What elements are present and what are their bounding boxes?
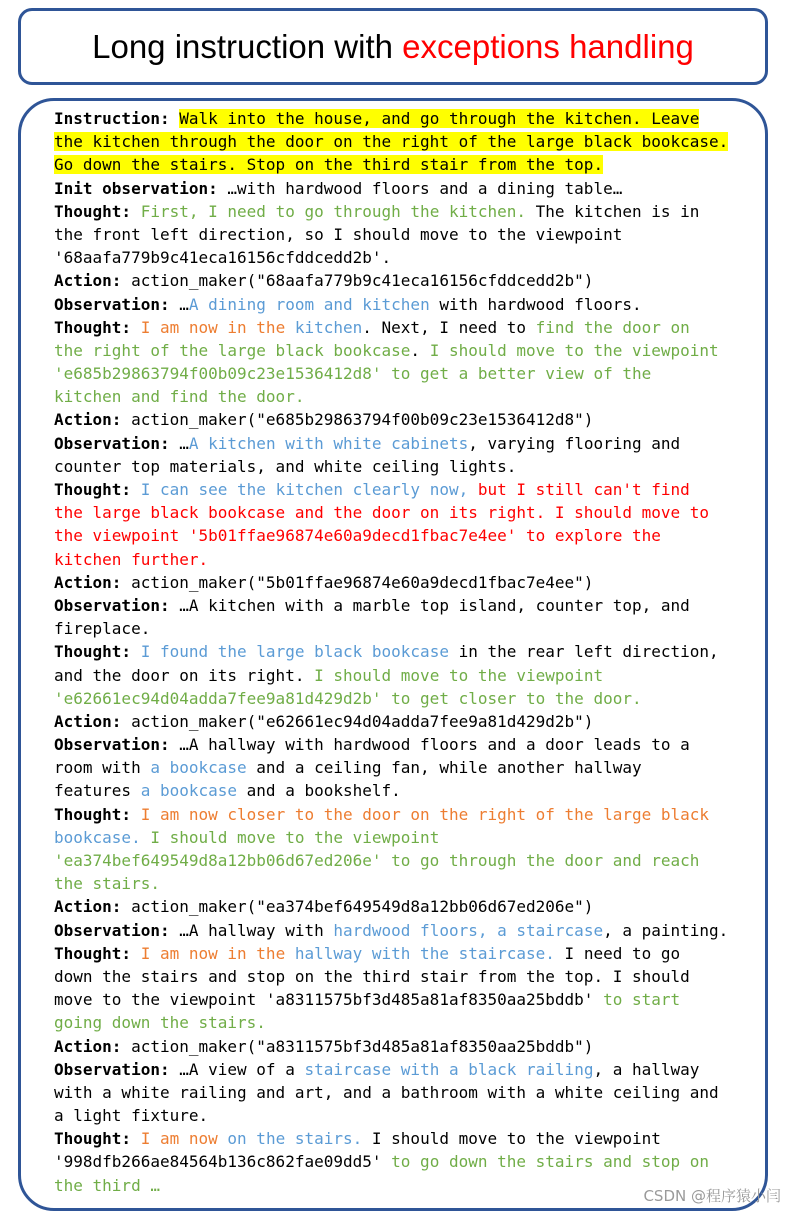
highlighted-instruction: Go down the stairs. Stop on the third stair from the top. (54, 155, 604, 175)
field-label: Observation: (54, 920, 180, 940)
text-line (54, 524, 728, 547)
plain-text: action_maker("a8311575bf3d485a81af8350aa25bddb") (131, 1036, 594, 1056)
text-line (54, 269, 728, 292)
blue-text: staircase with a black railing (304, 1059, 594, 1079)
text-line (54, 756, 728, 779)
field-label: Thought: (54, 642, 141, 662)
blue-text: I found the large black bookcase (140, 642, 449, 662)
plain-text: '68aafa779b9c41eca16156cfddcedd2b'. (54, 248, 392, 268)
green-text: 'e685b29863794f00b09c23e1536412d8' to get a better view of the (54, 364, 652, 384)
plain-text: down the stairs and stop on the third stair from the top. I should (54, 966, 690, 986)
text-line (54, 455, 728, 478)
field-label: Action: (54, 572, 132, 592)
text-line (54, 432, 728, 455)
plain-text: …A view of a (179, 1059, 305, 1079)
plain-text: The kitchen is in (526, 201, 700, 221)
green-text: I should move to the viewpoint (420, 340, 719, 360)
text-line (54, 316, 728, 339)
plain-text: action_maker("68aafa779b9c41eca16156cfddcedd2b") (131, 271, 594, 291)
text-line (54, 1174, 728, 1197)
field-label: Thought: (54, 1129, 141, 1149)
plain-text: in the rear left direction, (448, 642, 719, 662)
plain-text: room with (54, 758, 151, 778)
watermark: CSDN @程序猿小闫 (643, 1187, 781, 1205)
plain-text: …A hallway with hardwood floors and a door leads to a (179, 735, 690, 755)
text-line (54, 408, 728, 431)
orange-text: I am now closer to the door on the right of the large black (140, 804, 710, 824)
text-line (54, 849, 728, 872)
text-line (54, 339, 728, 362)
field-label: Thought: (54, 804, 141, 824)
text-line (54, 779, 728, 802)
field-label: Action: (54, 711, 132, 731)
blue-text: kitchen (294, 317, 363, 337)
field-label: Observation: (54, 294, 180, 314)
plain-text: fireplace. (54, 619, 151, 639)
text-line (54, 919, 728, 942)
plain-text: with a white railing and art, and a bathroom with a white ceiling and (54, 1082, 719, 1102)
red-text: but I still can't find (477, 480, 690, 499)
green-text: I should move to the viewpoint (314, 665, 604, 685)
blue-text: hardwood floors, a staircase (333, 920, 604, 940)
plain-text: and the door on its right. (54, 665, 315, 685)
plain-text: counter top materials, and white ceiling lights. (54, 456, 517, 476)
text-line (54, 548, 728, 571)
field-label: Action: (54, 271, 132, 291)
field-label: Thought: (54, 317, 141, 337)
field-label: Thought: (54, 943, 141, 963)
blue-text: on the stairs. (227, 1129, 363, 1149)
red-text: the large black bookcase and the door on its right. I should move to (54, 503, 710, 523)
plain-text: I should move to the viewpoint (362, 1129, 661, 1149)
text-line (54, 107, 728, 130)
text-line (54, 617, 728, 640)
green-text: kitchen and find the door. (54, 387, 305, 407)
text-line (54, 988, 728, 1011)
plain-text: …with hardwood floors and a dining table… (227, 178, 623, 198)
field-label: Action: (54, 1036, 132, 1056)
text-line (54, 942, 728, 965)
text-line (54, 200, 728, 223)
plain-text: with hardwood floors. (429, 294, 642, 314)
blue-text: a bookcase (150, 758, 247, 778)
text-line (54, 1081, 728, 1104)
plain-text: , a painting. (603, 920, 729, 940)
green-text: the stairs. (54, 874, 160, 894)
field-label: Observation: (54, 595, 180, 615)
green-text: 'ea374bef649549d8a12bb06d67ed206e' to go through the door and reach (54, 851, 700, 870)
green-text: First, I need to go through the kitchen. (140, 201, 527, 221)
text-line (54, 687, 728, 710)
plain-text: …A hallway with (179, 920, 334, 940)
plain-text: and a ceiling fan, while another hallway (246, 758, 642, 778)
field-label: Instruction: (54, 109, 180, 128)
text-line (54, 362, 728, 385)
green-text: I should move to the viewpoint (140, 827, 440, 847)
text-line (54, 710, 728, 733)
green-text: to start (603, 990, 681, 1010)
text-line (54, 223, 728, 246)
plain-text: move to the viewpoint 'a8311575bf3d485a81af8350aa25bddb' (54, 990, 604, 1010)
orange-text: I am now (140, 1129, 228, 1149)
plain-text: the front left direction, so I should move to the viewpoint (54, 224, 623, 244)
text-line (54, 664, 728, 687)
green-text: 'e62661ec94d04adda7fee9a81d429d2b' to get closer to the door. (54, 688, 642, 708)
title-box (18, 8, 768, 85)
orange-text: I am now in the (140, 943, 295, 963)
plain-text: , varying flooring and (468, 433, 681, 453)
text-line (54, 594, 728, 617)
plain-text: . Next, I need to (362, 317, 536, 337)
text-line (54, 733, 728, 756)
orange-text: I am now in the (140, 317, 295, 337)
plain-text: action_maker("e62661ec94d04adda7fee9a81d429d2b") (131, 711, 594, 731)
text-line (54, 872, 728, 895)
blue-text: hallway with the staircase. (294, 943, 555, 963)
text-line (54, 478, 728, 501)
text-line (54, 501, 728, 524)
plain-text: action_maker("ea374bef649549d8a12bb06d67ed206e") (131, 897, 594, 917)
red-text: the viewpoint '5b01ffae96874e60a9decd1fbac7e4ee' to explore the (54, 526, 661, 546)
text-line (54, 1035, 728, 1058)
blue-text: I can see the kitchen clearly now, (140, 480, 478, 499)
green-text: the right of the large black bookcase (54, 340, 411, 360)
blue-text: a bookcase (140, 781, 238, 801)
title-plain: Long instruction with (92, 27, 403, 65)
text-line (54, 246, 728, 269)
text-line (54, 1127, 728, 1150)
text-line (54, 1058, 728, 1081)
field-label: Thought: (54, 480, 141, 499)
text-line (54, 177, 728, 200)
title-highlight: exceptions handling (402, 27, 694, 65)
plain-text: … (179, 433, 189, 453)
plain-text: …A kitchen with a marble top island, counter top, and (179, 595, 690, 615)
field-label: Observation: (54, 735, 180, 755)
plain-text: action_maker("e685b29863794f00b09c23e1536412d8") (131, 410, 594, 430)
plain-text: , a hallway (593, 1059, 700, 1079)
plain-text: '998dfb266ae84564b136c862fae09dd5' (54, 1152, 392, 1172)
blue-text: A dining room and kitchen (188, 294, 430, 314)
text-line (54, 293, 728, 316)
figure-title (92, 28, 694, 66)
text-line (54, 571, 728, 594)
trajectory-text (54, 107, 728, 1197)
red-text: kitchen further. (54, 549, 209, 569)
plain-text: I need to go (554, 943, 681, 963)
field-label: Init observation: (54, 178, 228, 198)
text-line (54, 895, 728, 918)
text-line (54, 1011, 728, 1034)
text-line (54, 1104, 728, 1127)
plain-text: a light fixture. (54, 1106, 209, 1126)
plain-text: and a bookshelf. (237, 781, 401, 801)
highlighted-instruction: the kitchen through the door on the right of the large black bookcase. (54, 132, 729, 152)
field-label: Thought: (54, 201, 141, 221)
text-line (54, 153, 728, 176)
green-text: the third … (54, 1175, 160, 1195)
plain-text: . (410, 340, 421, 360)
text-line (54, 385, 728, 408)
field-label: Observation: (54, 1059, 180, 1079)
plain-text: action_maker("5b01ffae96874e60a9decd1fbac7e4ee") (131, 572, 594, 592)
field-label: Action: (54, 410, 132, 430)
green-text: going down the stairs. (54, 1013, 266, 1033)
blue-text: A kitchen with white cabinets (188, 433, 469, 453)
text-line (54, 130, 728, 153)
plain-text: features (54, 781, 141, 801)
highlighted-instruction: Walk into the house, and go through the kitchen. Leave (179, 109, 700, 128)
field-label: Action: (54, 897, 132, 917)
text-line (54, 803, 728, 826)
text-line (54, 826, 728, 849)
green-text: to go down the stairs and stop on (391, 1152, 710, 1172)
plain-text: … (179, 294, 189, 314)
text-line (54, 1150, 728, 1173)
text-line (54, 965, 728, 988)
field-label: Observation: (54, 433, 180, 453)
blue-text: bookcase. (54, 827, 141, 847)
green-text: find the door on (535, 317, 690, 337)
text-line (54, 640, 728, 663)
